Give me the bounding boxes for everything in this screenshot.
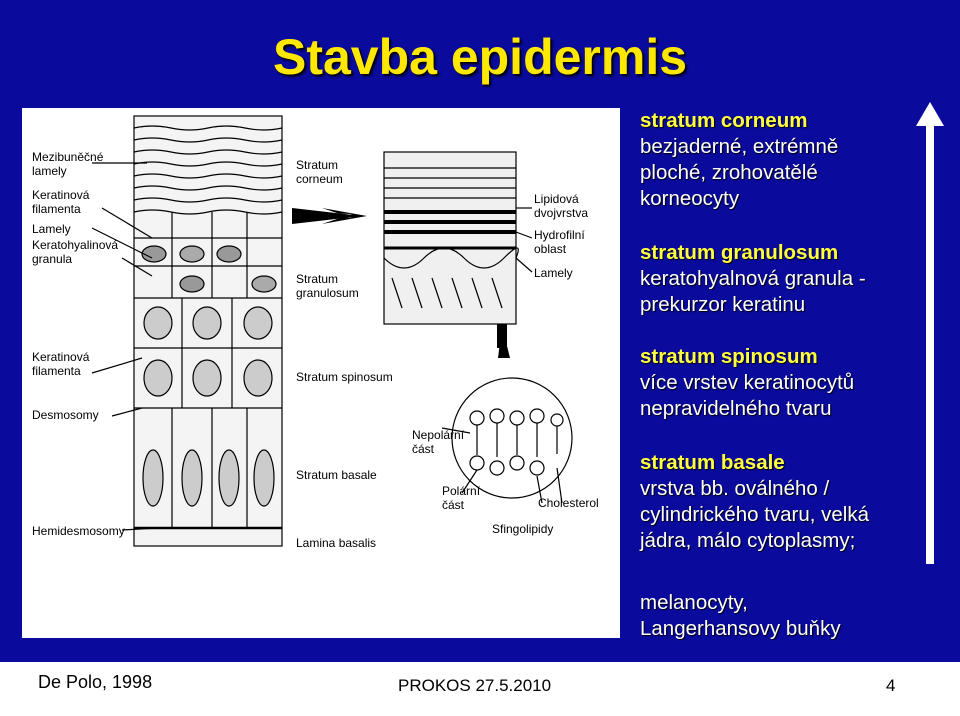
section-corneum xyxy=(640,108,838,212)
label-basale: Stratum basale xyxy=(296,468,377,482)
slide-title: Stavba epidermis xyxy=(272,29,688,85)
section-line: ploché, zrohovatělé xyxy=(640,161,818,184)
section-line: Langerhansovy buňky xyxy=(640,617,841,640)
section-heading: stratum corneum xyxy=(640,109,808,132)
section-basale xyxy=(640,450,869,554)
event-label: PROKOS 27.5.2010 xyxy=(398,676,552,695)
section-line: vrstva bb. oválného / xyxy=(640,477,830,500)
label-lamely-3: Lamely xyxy=(534,266,573,280)
label-spinosum: Stratum spinosum xyxy=(296,370,393,384)
label-hydro-2: oblast xyxy=(534,242,567,256)
section-line: bezjaderné, extrémně xyxy=(640,135,839,158)
section-heading: stratum granulosum xyxy=(640,241,839,264)
label-granulosum-2: granulosum xyxy=(296,286,359,300)
epidermis-figure xyxy=(22,108,620,638)
label-keratinova-1: Keratinová xyxy=(32,188,90,202)
label-hemidesmosomy: Hemidesmosomy xyxy=(32,524,125,538)
label-corneum-2: corneum xyxy=(296,172,343,186)
section-heading: stratum basale xyxy=(640,451,785,474)
label-cholesterol: Cholesterol xyxy=(538,496,599,510)
label-hydro-1: Hydrofilní xyxy=(534,228,585,242)
section-line: melanocyty, xyxy=(640,591,748,614)
section-line: korneocyty xyxy=(640,187,740,210)
section-heading: stratum spinosum xyxy=(640,345,818,368)
section-line: prekurzor keratinu xyxy=(640,293,806,316)
label-filamenta-1: filamenta xyxy=(32,202,81,216)
label-lipid-2: dvojvrstva xyxy=(534,206,589,220)
label-corneum-1: Stratum xyxy=(296,158,339,172)
section-line: nepravidelného tvaru xyxy=(640,397,832,420)
section-line: jádra, málo cytoplasmy; xyxy=(640,529,856,552)
label-keratohyalinova: Keratohyalinová xyxy=(32,238,119,252)
page-number: 4 xyxy=(886,676,896,695)
section-line: více vrstev keratinocytů xyxy=(640,371,855,394)
up-arrow-icon xyxy=(912,100,948,570)
label-polar-2: část xyxy=(442,498,465,512)
section-line: keratohyalnová granula - xyxy=(640,267,866,290)
label-nepolar-1: Nepolární xyxy=(412,428,465,442)
section-line: cylindrického tvaru, velká xyxy=(640,503,870,526)
label-polar-1: Polární xyxy=(442,484,481,498)
label-granulosum-1: Stratum xyxy=(296,272,339,286)
section-other-cells xyxy=(640,590,841,642)
label-nepolar-2: část xyxy=(412,442,435,456)
label-sfingolipidy: Sfingolipidy xyxy=(492,522,554,536)
label-desmosomy: Desmosomy xyxy=(32,408,99,422)
label-filamenta-2: filamenta xyxy=(32,364,81,378)
source-citation: De Polo, 1998 xyxy=(38,672,153,692)
label-lamely-1: lamely xyxy=(32,164,67,178)
label-granula: granula xyxy=(32,252,73,266)
section-granulosum xyxy=(640,240,866,318)
label-lipid-1: Lipidová xyxy=(534,192,579,206)
label-mezibunecne: Mezibuněčné xyxy=(32,150,104,164)
label-lamely-2: Lamely xyxy=(32,222,71,236)
label-keratinova-2: Keratinová xyxy=(32,350,90,364)
label-lamina: Lamina basalis xyxy=(296,536,377,550)
section-spinosum xyxy=(640,344,854,422)
